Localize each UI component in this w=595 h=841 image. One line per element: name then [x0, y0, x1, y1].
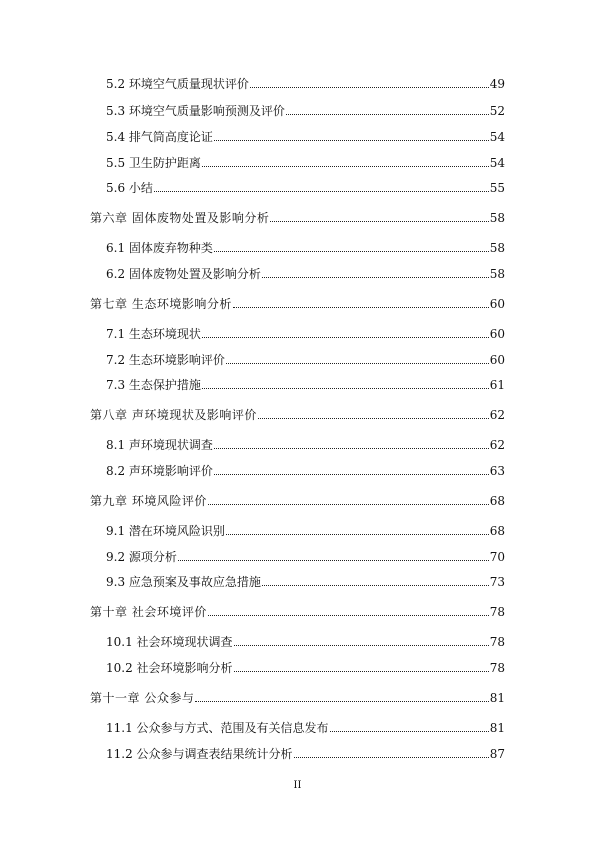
toc-chapter-entry[interactable]	[90, 685, 505, 705]
toc-entry-page: 62	[489, 408, 505, 422]
toc-entry-title: 11.1 公众参与方式、范围及有关信息发布	[106, 721, 329, 735]
toc-chapter-entry[interactable]	[90, 291, 505, 311]
dot-leader	[226, 533, 489, 535]
toc-entry-page: 78	[489, 635, 505, 649]
toc-chapter-title: 第十一章 公众参与	[90, 691, 195, 705]
toc-entry[interactable]	[106, 629, 505, 649]
toc-entry-title: 5.6 小结	[106, 181, 153, 195]
toc-entry[interactable]	[106, 432, 505, 452]
toc-entry-title: 8.1 声环境现状调查	[106, 438, 213, 452]
dot-leader	[258, 417, 489, 419]
dot-leader	[154, 190, 489, 192]
toc-entry[interactable]	[106, 124, 505, 144]
toc-entry[interactable]	[106, 544, 505, 564]
toc-entry[interactable]	[106, 150, 505, 170]
toc-entry-title: 11.2 公众参与调查表结果统计分析	[106, 747, 293, 761]
toc-entry[interactable]	[106, 518, 505, 538]
dot-leader	[178, 559, 489, 561]
toc-entry-page: 58	[489, 241, 505, 255]
dot-leader	[233, 306, 489, 308]
toc-entry-page: 61	[489, 378, 505, 392]
toc-entry-page: 54	[489, 130, 505, 144]
toc-entry-page: 58	[489, 267, 505, 281]
toc-entry-title: 5.3 环境空气质量影响预测及评价	[106, 104, 285, 118]
toc-entry[interactable]	[106, 715, 505, 735]
toc-entry-title: 10.2 社会环境影响分析	[106, 661, 233, 675]
toc-entry-page: 60	[489, 297, 505, 311]
toc-entry-page: 63	[489, 464, 505, 478]
toc-entry[interactable]	[106, 261, 505, 281]
toc-entry[interactable]	[106, 458, 505, 478]
toc-entry-page: 68	[489, 494, 505, 508]
dot-leader	[214, 447, 489, 449]
dot-leader	[286, 113, 489, 115]
toc-entry-page: 62	[489, 438, 505, 452]
dot-leader	[294, 756, 489, 758]
dot-leader	[202, 387, 489, 389]
dot-leader	[214, 139, 489, 141]
toc-entry-page: 87	[489, 747, 505, 761]
toc-entry[interactable]	[106, 98, 505, 118]
toc-entry-title: 7.2 生态环境影响评价	[106, 353, 225, 367]
dot-leader	[214, 473, 489, 475]
toc-entry[interactable]	[106, 235, 505, 255]
toc-entry[interactable]	[106, 175, 505, 195]
toc-entry-title: 9.3 应急预案及事故应急措施	[106, 575, 261, 589]
dot-leader	[262, 584, 489, 586]
toc-entry[interactable]	[106, 741, 505, 761]
toc-chapter-entry[interactable]	[90, 599, 505, 619]
dot-leader	[226, 362, 489, 364]
toc-entry-page: 81	[489, 721, 505, 735]
toc-chapter-entry[interactable]	[90, 488, 505, 508]
toc-chapter-title: 第十章 社会环境评价	[90, 605, 207, 619]
toc-entry-title: 7.3 生态保护措施	[106, 378, 201, 392]
dot-leader	[250, 86, 489, 88]
toc-entry[interactable]	[106, 569, 505, 589]
toc-entry-page: 55	[489, 181, 505, 195]
dot-leader	[234, 644, 489, 646]
toc-chapter-entry[interactable]	[90, 402, 505, 422]
dot-leader	[234, 670, 489, 672]
dot-leader	[330, 730, 489, 732]
dot-leader	[214, 250, 489, 252]
dot-leader	[195, 700, 488, 702]
toc-entry[interactable]	[106, 347, 505, 367]
toc-entry-title: 6.2 固体废物处置及影响分析	[106, 267, 261, 281]
toc-entry-title: 6.1 固体废弃物种类	[106, 241, 213, 255]
toc-entry-page: 78	[489, 605, 505, 619]
toc-entry-page: 60	[489, 327, 505, 341]
page-number: II	[293, 780, 302, 791]
toc-entry[interactable]	[106, 372, 505, 392]
dot-leader	[270, 220, 488, 222]
toc-chapter-title: 第六章 固体废物处置及影响分析	[90, 211, 270, 225]
toc-entry-title: 8.2 声环境影响评价	[106, 464, 213, 478]
toc-entry-title: 10.1 社会环境现状调查	[106, 635, 233, 649]
toc-chapter-title: 第七章 生态环境影响分析	[90, 297, 232, 311]
dot-leader	[208, 503, 489, 505]
toc-entry-title: 5.5 卫生防护距离	[106, 156, 201, 170]
toc-entry[interactable]	[106, 655, 505, 675]
toc-entry-title: 7.1 生态环境现状	[106, 327, 201, 341]
dot-leader	[208, 614, 489, 616]
toc-entry-page: 58	[489, 211, 505, 225]
toc-entry-title: 9.1 潜在环境风险识别	[106, 524, 225, 538]
toc-entry-title: 9.2 源项分析	[106, 550, 177, 564]
toc-entry-title: 5.2 环境空气质量现状评价	[106, 77, 249, 91]
toc-entry-page: 49	[489, 77, 505, 91]
dot-leader	[202, 336, 489, 338]
toc-entry-page: 68	[489, 524, 505, 538]
toc-entry-page: 81	[489, 691, 505, 705]
toc-entry-page: 60	[489, 353, 505, 367]
toc-entry[interactable]	[106, 321, 505, 341]
toc-entry-page: 78	[489, 661, 505, 675]
toc-entry-page: 54	[489, 156, 505, 170]
toc-entry[interactable]	[106, 71, 505, 91]
toc-entry-page: 73	[489, 575, 505, 589]
toc-chapter-entry[interactable]	[90, 205, 505, 225]
toc-entry-title: 5.4 排气筒高度论证	[106, 130, 213, 144]
toc-chapter-title: 第八章 声环境现状及影响评价	[90, 408, 257, 422]
toc-entry-page: 70	[489, 550, 505, 564]
dot-leader	[202, 165, 489, 167]
toc-entry-page: 52	[489, 104, 505, 118]
dot-leader	[262, 276, 489, 278]
toc-chapter-title: 第九章 环境风险评价	[90, 494, 207, 508]
